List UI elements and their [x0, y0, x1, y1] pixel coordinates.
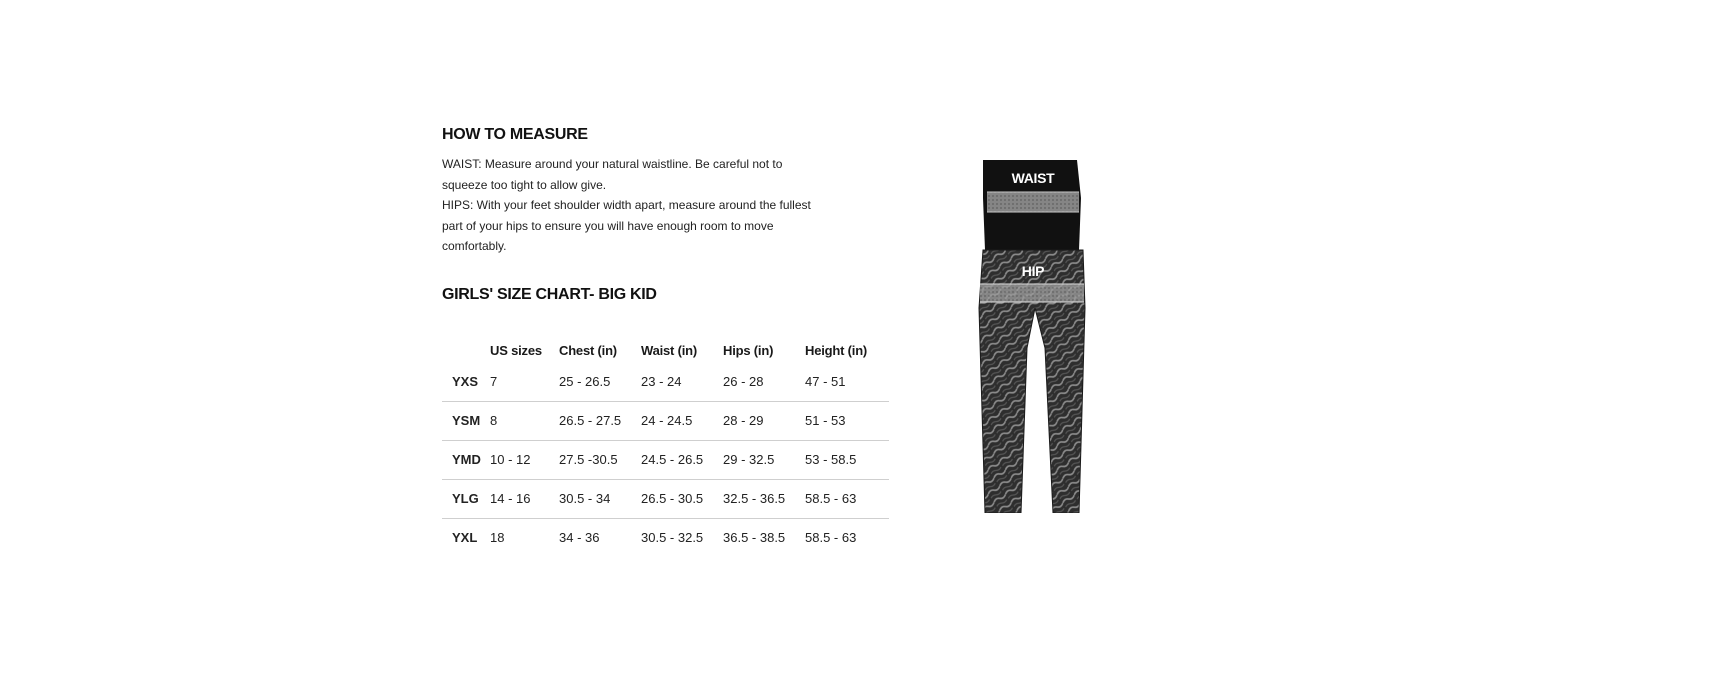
header-us-sizes: US sizes	[490, 343, 542, 358]
how-to-measure-title: HOW TO MEASURE	[442, 126, 588, 143]
waist-instruction: WAIST: Measure around your natural waistline. Be careful not to squeeze too tight to allow give.	[442, 157, 783, 192]
header-height: Height (in)	[805, 343, 868, 358]
height-cell: 47 - 51	[805, 374, 846, 389]
table-row	[442, 479, 889, 518]
size-chart-table	[442, 339, 889, 557]
hips-cell: 36.5 - 38.5	[723, 530, 786, 545]
table-row	[442, 440, 889, 479]
waist-cell: 24.5 - 26.5	[641, 452, 704, 467]
hips-cell: 29 - 32.5	[723, 452, 775, 467]
table-row	[442, 518, 889, 557]
height-cell: 51 - 53	[805, 413, 846, 428]
table-row	[442, 363, 889, 402]
hips-cell: 32.5 - 36.5	[723, 491, 786, 506]
waist-cell: 30.5 - 32.5	[641, 530, 704, 545]
leggings-figure-illustration	[975, 158, 1090, 513]
size-guide-content	[442, 126, 902, 557]
height-cell: 58.5 - 63	[805, 530, 857, 545]
size-label: YSM	[452, 413, 481, 428]
waist-cell: 24 - 24.5	[641, 413, 693, 428]
header-hips: Hips (in)	[723, 343, 774, 358]
chest-cell: 30.5 - 34	[559, 491, 611, 506]
waist-cell: 26.5 - 30.5	[641, 491, 704, 506]
header-size	[442, 339, 490, 363]
hips-cell: 28 - 29	[723, 413, 764, 428]
chest-cell: 25 - 26.5	[559, 374, 611, 389]
size-label: YXL	[452, 530, 478, 545]
chest-cell: 26.5 - 27.5	[559, 413, 622, 428]
table-header-row	[442, 339, 889, 363]
hip-figure-label: HIP	[1021, 263, 1045, 279]
us-size-cell: 18	[490, 530, 505, 545]
us-size-cell: 14 - 16	[490, 491, 531, 506]
header-waist: Waist (in)	[641, 343, 698, 358]
size-label: YLG	[452, 491, 479, 506]
us-size-cell: 8	[490, 413, 498, 428]
us-size-cell: 10 - 12	[490, 452, 531, 467]
us-size-cell: 7	[490, 374, 498, 389]
chest-cell: 34 - 36	[559, 530, 600, 545]
hips-cell: 26 - 28	[723, 374, 764, 389]
table-row	[442, 401, 889, 440]
waist-figure-label: WAIST	[1011, 170, 1055, 186]
size-label: YXS	[452, 374, 479, 389]
measure-instructions	[442, 154, 827, 257]
header-chest: Chest (in)	[559, 343, 617, 358]
height-cell: 58.5 - 63	[805, 491, 857, 506]
size-chart-title: GIRLS' SIZE CHART- BIG KID	[442, 285, 657, 303]
waist-cell: 23 - 24	[641, 374, 682, 389]
measurement-figure	[975, 158, 1090, 513]
height-cell: 53 - 58.5	[805, 452, 857, 467]
hips-instruction: HIPS: With your feet shoulder width apart, measure around the fullest part of your hips to ensure you will have enough room to move comfortably.	[442, 198, 811, 253]
size-label: YMD	[452, 452, 481, 467]
chest-cell: 27.5 -30.5	[559, 452, 618, 467]
